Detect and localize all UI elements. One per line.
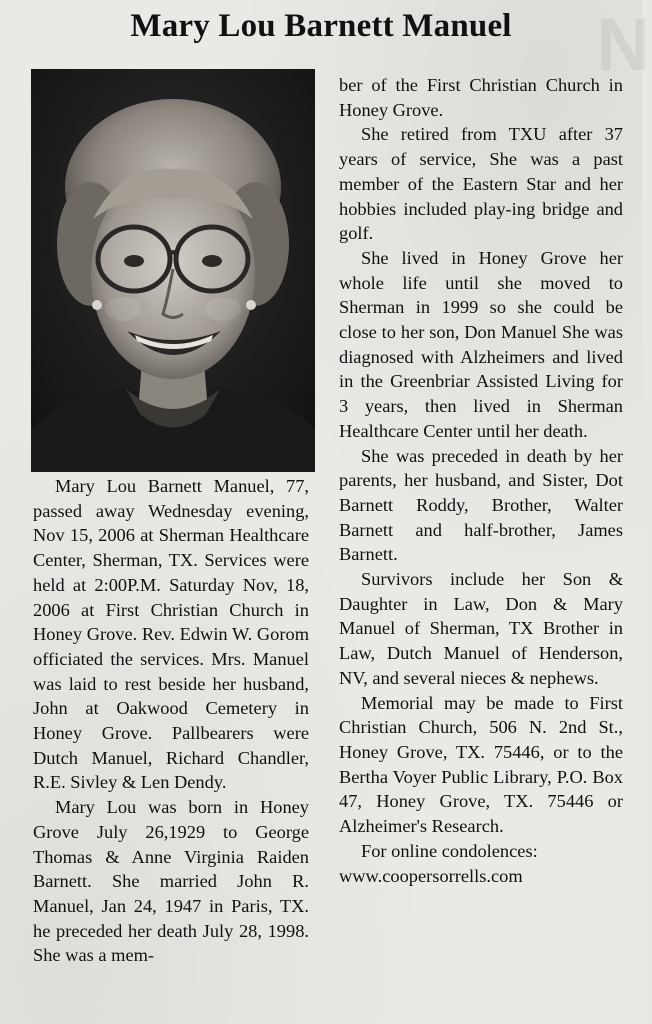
portrait-photo — [31, 69, 315, 472]
obituary-paragraph: She retired from TXU after 37 years of service, She was a past member of the Eastern Star and her hobbies included play-ing bridge and golf. — [339, 124, 623, 244]
bleed-through-print: N — [596, 3, 652, 86]
condolences-url: www.coopersorrells.com — [339, 865, 523, 886]
obituary-title: Mary Lou Barnett Manuel — [130, 8, 512, 44]
obituary-paragraph: ber of the First Christian Church in Honey Grove. — [339, 75, 623, 120]
left-text-column — [33, 474, 309, 968]
obituary-paragraph: Mary Lou was born in Honey Grove July 26,1929 to George Thomas & Anne Virginia Raiden Barnett. She married John R. Manuel, Jan 24, 1947 in Paris, TX. he preceded her death July 28, 1998. She was a mem- — [33, 797, 309, 966]
obituary-paragraph: She was preceded in death by her parents, her husband, and Sister, Dot Barnett Roddy, Brother, Walter Barnett and half-brother, James Barnett. — [339, 445, 623, 565]
obituary-paragraph: Mary Lou Barnett Manuel, 77, passed away Wednesday evening, Nov 15, 2006 at Sherman Healthcare Center, Sherman, TX. Services were held at 2:00P.M. Saturday Nov, 18, 2006 at First Christian Church in Honey Grove. Rev. Edwin W. Gorom officiated the services. Mrs. Manuel was laid to rest beside her husband, John at Oakwood Cemetery in Honey Grove. Pallbearers were Dutch Manuel, Richard Chandler, R.E. Sivley & Len Dendy. — [33, 476, 309, 793]
obituary-paragraph: Memorial may be made to First Christian Church, 506 N. 2nd St., Honey Grove, TX. 75446, or to the Bertha Voyer Public Library, P.O. Box 47, Honey Grove, TX. 75446 or Alzheimer's Research. — [339, 692, 623, 837]
portrait-illustration — [31, 69, 315, 472]
obituary-paragraph: She lived in Honey Grove her whole life until she moved to Sherman in 1999 so she could be close to her son, Don Manuel She was diagnosed with Alzheimers and lived in the Greenbriar Assisted Living for 3 years, then lived in Sherman Healthcare Center until her death. — [339, 247, 623, 441]
condolences-note: For online condolences: — [361, 840, 538, 861]
right-text-column — [339, 73, 623, 888]
obituary-paragraph: Survivors include her Son & Daughter in Law, Don & Mary Manuel of Sherman, TX Brother in Law, Dutch Manuel of Henderson, NV, and several nieces & nephews. — [339, 569, 623, 688]
